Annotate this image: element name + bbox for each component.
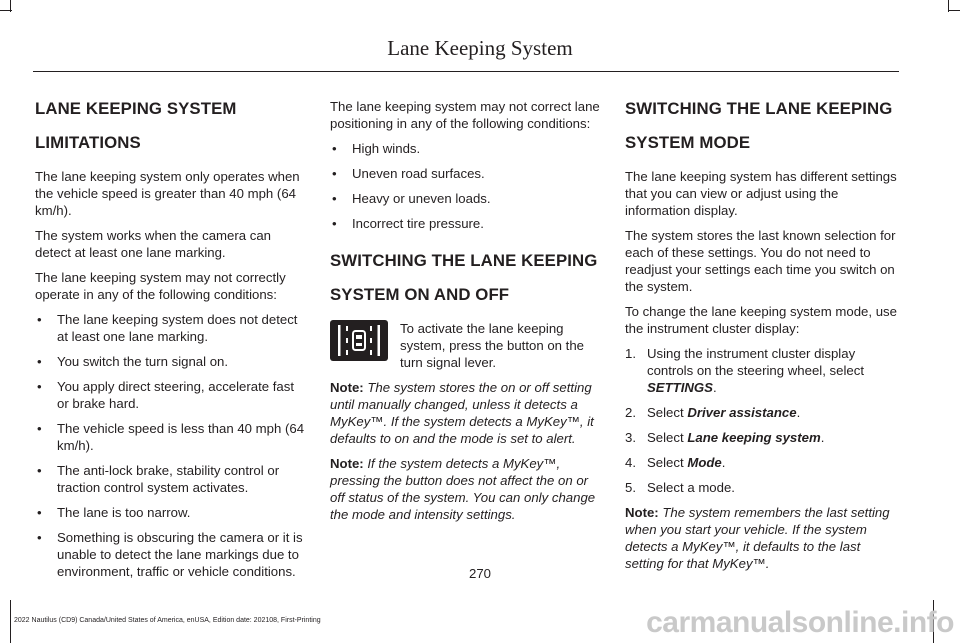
list-item: • You apply direct steering, accelerate fast or brake hard. [35,378,307,412]
heading-line: LANE KEEPING SYSTEM [35,99,237,118]
note [625,504,897,572]
step-number: 3. [625,430,636,445]
icon-paragraph [330,320,600,371]
heading-line: SWITCHING THE LANE KEEPING [625,99,893,118]
step-end: . [796,405,801,420]
list-item: • You switch the turn signal on. [35,353,307,370]
step-emphasis: SETTINGS [647,380,713,395]
heading-line: SYSTEM ON AND OFF [330,285,510,304]
list-item [625,454,897,471]
note-label: Note: [625,505,659,520]
note-text: The system remembers the last setting when you start your vehicle. If the system detects a MyKey™, it defaults to the last setting for that MyKey™. [625,505,890,571]
step-number: 2. [625,405,636,420]
bullet-list [330,140,600,232]
list-item: • High winds. [330,140,600,157]
note [330,455,600,523]
step-emphasis: Mode [687,455,722,470]
list-item: • Incorrect tire pressure. [330,215,600,232]
crop-mark [10,600,11,643]
crop-mark [948,10,960,11]
list-item [625,404,897,421]
paragraph: The lane keeping system may not correctly operate in any of the following conditions: [35,270,286,302]
step-number: 4. [625,455,636,470]
numbered-list [625,345,897,496]
paragraph: To change the lane keeping system mode, use the instrument cluster display: [625,304,897,336]
lane-keeping-button-icon [330,320,388,361]
section-heading-limitations [35,98,307,154]
section-heading-mode [625,98,897,154]
step-emphasis: Lane keeping system [687,430,821,445]
list-item: • The lane keeping system does not detect at least one lane marking. [35,311,307,345]
list-item [625,479,897,496]
note-label: Note: [330,380,364,395]
list-item [625,345,897,396]
page-header-title: Lane Keeping System [387,36,573,60]
step-text: Select [647,405,688,420]
paragraph: The lane keeping system has different settings that you can view or adjust using the information display. [625,169,897,218]
paragraph: The lane keeping system may not correct lane positioning in any of the following conditions: [330,99,600,131]
column-3 [625,98,897,580]
step-emphasis: Driver assistance [687,405,797,420]
paragraph: The lane keeping system only operates when the vehicle speed is greater than 40 mph (64 km/h). [35,169,300,218]
list-item: • Uneven road surfaces. [330,165,600,182]
step-text: Select [647,455,688,470]
step-end: . [721,455,726,470]
step-end: . [820,430,825,445]
edition-footer: 2022 Nautilus (CD9) Canada/United States of America, enUSA, Edition date: 202108, First-Printing [14,617,321,624]
paragraph: The system works when the camera can detect at least one lane marking. [35,228,272,260]
page-number: 270 [468,566,491,581]
crop-mark [0,10,12,11]
watermark: carmanualsonline.info [646,606,954,639]
step-text: Select a mode. [647,480,735,495]
column-1 [35,98,307,588]
list-item: • The vehicle speed is less than 40 mph (64 km/h). [35,420,307,454]
section-heading-on-off [330,250,600,306]
header-rule [33,71,899,72]
step-end: . [712,380,717,395]
step-text: Select [647,430,688,445]
note-text: The system stores the on or off setting until manually changed, unless it detects a MyKey™. If the system detects a MyKey™, it defaults to on and the mode is set to alert. [330,380,594,446]
icon-description: To activate the lane keeping system, press the button on the turn signal lever. [400,321,584,370]
list-item: • The anti-lock brake, stability control or traction control system activates. [35,462,307,496]
step-text: Using the instrument cluster display controls on the steering wheel, select [647,346,864,378]
heading-line: LIMITATIONS [35,133,141,152]
list-item: • Something is obscuring the camera or it is unable to detect the lane markings due to environment, traffic or vehicle conditions. [35,529,307,580]
step-number: 5. [625,480,636,495]
bullet-list [35,311,307,580]
note-text: If the system detects a MyKey™, pressing the button does not affect the on or off status of the system. You can only change the mode and intensity settings. [330,456,596,522]
list-item: • Heavy or uneven loads. [330,190,600,207]
list-item: • The lane is too narrow. [35,504,307,521]
paragraph: The system stores the last known selection for each of these settings. You do not need to readjust your settings each time you switch on the system. [625,228,896,294]
column-2 [330,98,600,531]
step-number: 1. [625,346,636,361]
note [330,379,600,447]
heading-line: SWITCHING THE LANE KEEPING [330,251,598,270]
heading-line: SYSTEM MODE [625,133,751,152]
note-label: Note: [330,456,364,471]
list-item [625,429,897,446]
